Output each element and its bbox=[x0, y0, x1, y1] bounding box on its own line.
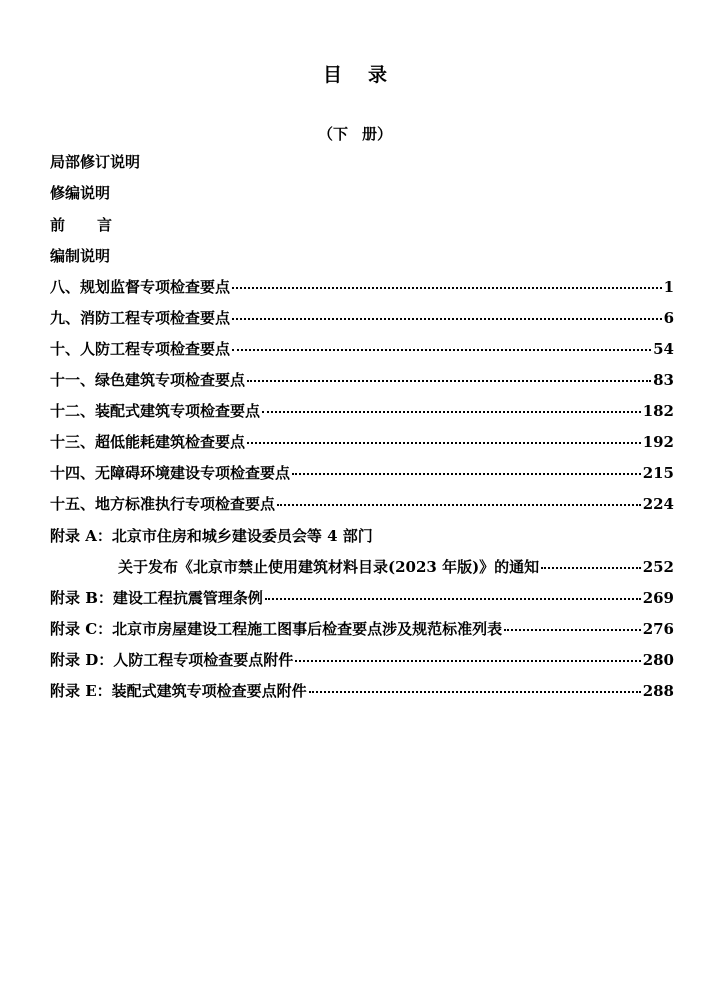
toc-entry-revision-notes[interactable]: 局部修订说明 bbox=[50, 153, 141, 171]
toc-entry[interactable] bbox=[50, 493, 674, 513]
title-part-1: 目 bbox=[322, 64, 342, 86]
toc-entry-appendix[interactable] bbox=[50, 618, 674, 638]
toc-entry-page: 6 bbox=[663, 309, 674, 327]
toc-entry-page: 252 bbox=[642, 558, 674, 576]
toc-entry-label: 十一、绿色建筑专项检查要点 bbox=[50, 371, 246, 389]
toc-entry-label: 附录 C：北京市房屋建设工程施工图事后检查要点涉及规范标准列表 bbox=[50, 620, 503, 638]
toc-entry-label: 十二、装配式建筑专项检查要点 bbox=[50, 402, 261, 420]
toc-entry-page: 1 bbox=[663, 278, 674, 296]
toc-entry[interactable] bbox=[50, 338, 674, 358]
toc-entry-label: 附录 B：建设工程抗震管理条例 bbox=[50, 589, 263, 607]
dot-leader bbox=[295, 660, 640, 662]
dot-leader bbox=[247, 442, 641, 444]
toc-entry-page: 215 bbox=[642, 464, 674, 482]
dot-leader bbox=[265, 598, 641, 600]
preface-part-1: 前 bbox=[50, 216, 66, 234]
toc-entry-appendix-a[interactable] bbox=[118, 556, 674, 576]
toc-entry-label: 十三、超低能耗建筑检查要点 bbox=[50, 433, 246, 451]
toc-entry[interactable] bbox=[50, 369, 674, 389]
toc-entry-label: 关于发布《北京市禁止使用建筑材料目录(2023 年版)》的通知 bbox=[118, 558, 540, 576]
volume-subtitle bbox=[0, 123, 710, 144]
toc-entry-page: 224 bbox=[642, 495, 674, 513]
toc-entry-label: 九、消防工程专项检查要点 bbox=[50, 309, 231, 327]
dot-leader bbox=[232, 349, 651, 351]
preface-part-2: 言 bbox=[97, 216, 113, 234]
page-title bbox=[0, 60, 710, 87]
dot-leader bbox=[232, 318, 662, 320]
toc-entry-label: 附录 D：人防工程专项检查要点附件 bbox=[50, 651, 294, 669]
toc-entry-page: 280 bbox=[642, 651, 674, 669]
dot-leader bbox=[277, 504, 641, 506]
toc-entry-compilation-notes[interactable]: 编制说明 bbox=[50, 247, 111, 265]
dot-leader bbox=[262, 411, 641, 413]
toc-entry-editing-notes[interactable]: 修编说明 bbox=[50, 184, 111, 202]
toc-entry-page: 288 bbox=[642, 682, 674, 700]
toc-entry[interactable] bbox=[50, 276, 674, 296]
toc-entry-appendix[interactable] bbox=[50, 587, 674, 607]
dot-leader bbox=[247, 380, 651, 382]
toc-entry-page: 54 bbox=[653, 340, 674, 358]
subtitle-right: 册） bbox=[362, 125, 393, 143]
toc-entry-appendix[interactable] bbox=[50, 680, 674, 700]
toc-entry[interactable] bbox=[50, 307, 674, 327]
toc-entry-page: 182 bbox=[642, 402, 674, 420]
toc-entry-label: 八、规划监督专项检查要点 bbox=[50, 278, 231, 296]
toc-entry-page: 192 bbox=[642, 433, 674, 451]
toc-entry-label: 附录 E：装配式建筑专项检查要点附件 bbox=[50, 682, 307, 700]
toc-entry[interactable] bbox=[50, 400, 674, 420]
toc-entry-appendix-a-heading[interactable]: 附录 A：北京市住房和城乡建设委员会等 4 部门 bbox=[50, 527, 373, 545]
dot-leader bbox=[232, 287, 662, 289]
toc-entry[interactable] bbox=[50, 462, 674, 482]
toc-entry-page: 83 bbox=[653, 371, 674, 389]
subtitle-left: （下 bbox=[317, 125, 348, 143]
toc-entry-page: 276 bbox=[642, 620, 674, 638]
toc-entry-preface[interactable] bbox=[50, 214, 112, 235]
title-part-2: 录 bbox=[368, 64, 388, 86]
toc-entry-label: 十、人防工程专项检查要点 bbox=[50, 340, 231, 358]
toc-entry-appendix[interactable] bbox=[50, 649, 674, 669]
toc-entry[interactable] bbox=[50, 431, 674, 451]
toc-entry-label: 十五、地方标准执行专项检查要点 bbox=[50, 495, 276, 513]
dot-leader bbox=[541, 567, 641, 569]
toc-entry-page: 269 bbox=[642, 589, 674, 607]
toc-entry-label: 十四、无障碍环境建设专项检查要点 bbox=[50, 464, 291, 482]
dot-leader bbox=[504, 629, 641, 631]
dot-leader bbox=[309, 691, 641, 693]
dot-leader bbox=[292, 473, 641, 475]
